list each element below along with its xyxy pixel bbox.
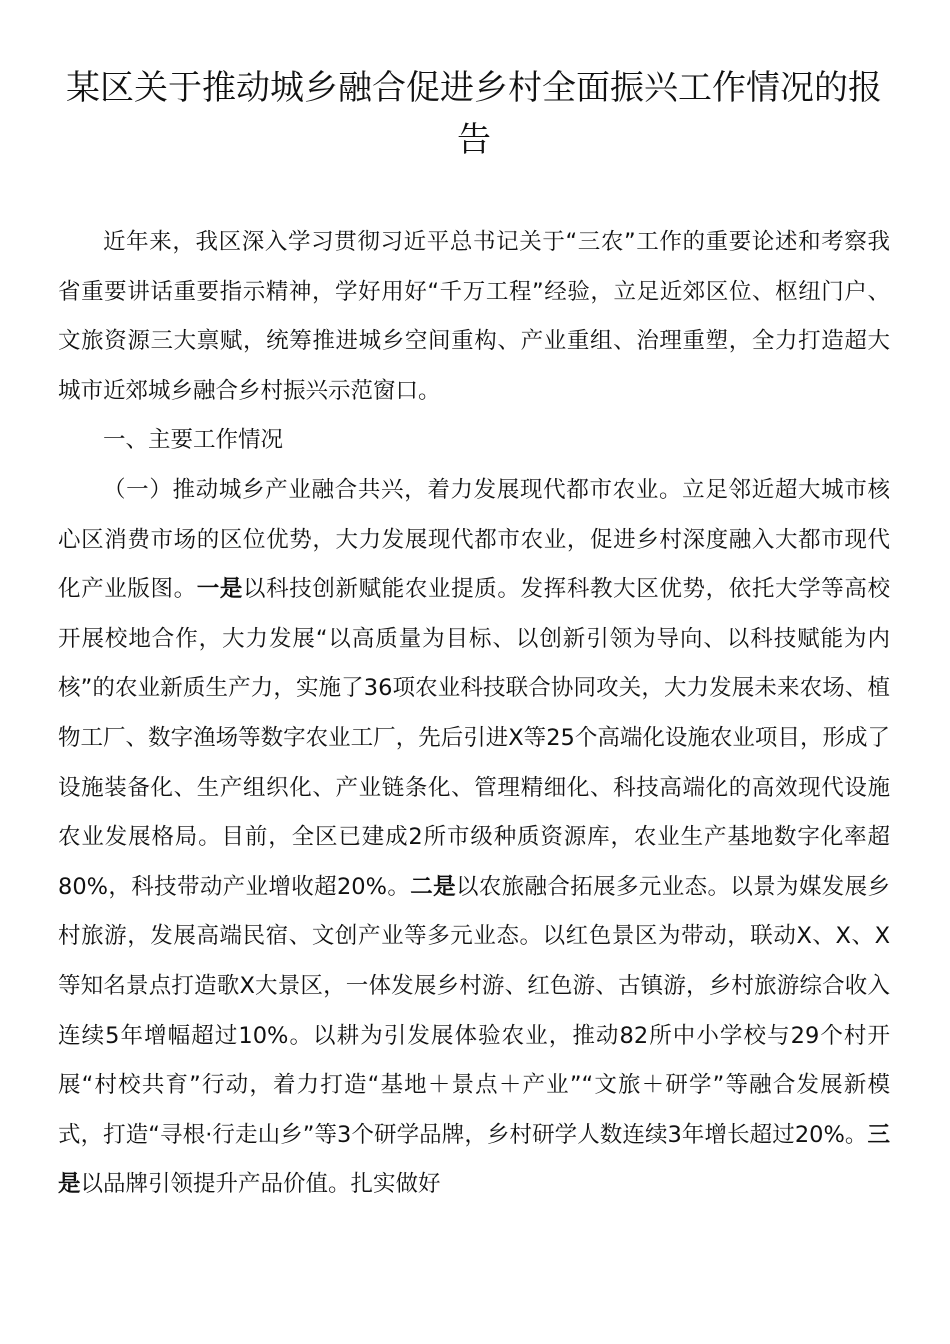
document-title: 某区关于推动城乡融合促进乡村全面振兴工作情况的报告 — [66, 68, 882, 160]
point-marker-1: 一是 — [196, 576, 244, 603]
point-marker-2: 二是 — [410, 873, 456, 900]
point-marker-3: 三是 — [58, 1121, 890, 1198]
point-text-1: 以科技创新赋能农业提质。发挥科教大区优势，依托大学等高校开展校地合作，大力发展“以高质量为目标、以创新引领为导向、以科技赋能为内核”的农业新质生产力，实施了36项农业科技联合协同攻关，大力发展未来农场、植物工厂、数字渔场等数字农业工厂，先后引进X等25个高端化设施农业项目，形成了设施装备化、生产组织化、产业链条化、管理精细化、科技高端化的高效现代设施农业发展格局。目前，全区已建成2所市级种质资源库，农业生产基地数字化率超80%，科技带动产业增收超20%。 — [58, 576, 890, 900]
section-1-1-paragraph — [58, 466, 890, 1210]
point-text-2: 以农旅融合拓展多元业态。以景为媒发展乡村旅游，发展高端民宿、文创产业等多元业态。以红色景区为带动，联动X、X、X等知名景点打造歌X大景区，一体发展乡村游、红色游、古镇游，乡村旅游综合收入连续5年增幅超过10%。以耕为引发展体验农业，推动82所中小学校与29个村开展“村校共育”行动，着力打造“基地＋景点＋产业”“文旅＋研学”等融合发展新模式，打造“寻根·行走山乡”等3个研学品牌，乡村研学人数连续3年增长超过20%。 — [58, 873, 890, 1148]
intro-paragraph: 近年来，我区深入学习贯彻习近平总书记关于“三农”工作的重要论述和考察我省重要讲话重要指示精神，学好用好“千万工程”经验，立足近郊区位、枢纽门户、文旅资源三大禀赋，统筹推进城乡空间重构、产业重组、治理重塑，全力打造超大城市近郊城乡融合乡村振兴示范窗口。 — [58, 229, 890, 404]
section-1-1-lead: （一）推动城乡产业融合共兴，着力发展现代都市农业。立足邻近超大城市核心区消费市场的区位优势，大力发展现代都市农业，促进乡村深度融入大都市现代化产业版图。 — [58, 476, 890, 603]
section-heading: 一、主要工作情况 — [103, 427, 284, 454]
point-text-3: 以品牌引领提升产品价值。扎实做好 — [80, 1171, 441, 1198]
document-body — [58, 218, 890, 1210]
